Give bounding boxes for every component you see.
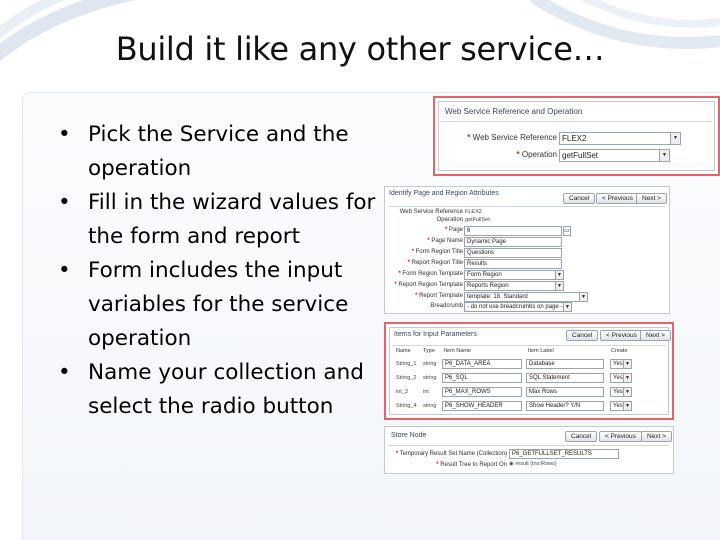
create-select[interactable]: Yes ▼ [610, 387, 632, 397]
next-button[interactable]: Next > [641, 431, 672, 442]
store-node-panel [384, 426, 674, 474]
column-header-item-label: Item Label [528, 348, 554, 354]
create-select[interactable]: Yes ▼ [610, 359, 632, 369]
report-region-title-input[interactable]: Results [464, 259, 562, 269]
input-parameters-panel-title: Items for Input Parameters [394, 331, 477, 338]
table-cell: string [423, 403, 437, 409]
previous-button[interactable]: < Previous [599, 431, 642, 442]
next-button[interactable]: Next > [636, 193, 667, 204]
next-button[interactable]: Next > [640, 330, 671, 341]
bullet-item: • Fill in the wizard values for the form and report [58, 190, 376, 249]
dropdown-icon: ▼ [555, 282, 563, 290]
table-cell: String_1 [396, 361, 417, 367]
previous-button[interactable]: < Previous [600, 330, 643, 341]
dropdown-icon: ▼ [623, 388, 631, 396]
web-service-reference-label: * Web Service Reference [467, 133, 557, 142]
reference-label: Web Service Reference [399, 209, 463, 215]
dropdown-icon: ▼ [623, 402, 631, 410]
cancel-button[interactable]: Cancel [565, 431, 597, 442]
column-header-create: Create [611, 348, 628, 354]
previous-button[interactable]: < Previous [596, 193, 639, 204]
form-region-template-label: * Form Region Template [398, 271, 463, 277]
breadcrumb-label: Breadcrumb [430, 303, 463, 309]
required-icon: * [467, 133, 471, 142]
create-select[interactable]: Yes ▼ [610, 401, 632, 411]
table-cell: string [423, 361, 437, 367]
dropdown-icon: ▼ [659, 150, 669, 161]
form-region-title-label: * Form Region Title [411, 249, 463, 255]
divider [441, 121, 712, 122]
page-input[interactable]: 6 [464, 226, 562, 236]
item-name-input[interactable]: P6_SHOW_HEADER [442, 401, 522, 411]
create-select[interactable]: Yes ▼ [610, 373, 632, 383]
divider [389, 445, 669, 446]
dropdown-icon: ▼ [555, 271, 563, 279]
breadcrumb-select[interactable]: - do not use breadcrumbs on page - ▼ [464, 302, 572, 312]
dropdown-icon: ▼ [579, 293, 587, 301]
collection-name-label: * Temporary Result Set Name (Collection) [395, 451, 507, 457]
cancel-button[interactable]: Cancel [566, 330, 598, 341]
web-service-reference-select[interactable]: FLEX2 ▼ [559, 132, 681, 145]
required-icon: * [516, 150, 520, 159]
table-cell: int_3 [396, 389, 408, 395]
operation-select[interactable]: getFullSet ▼ [559, 149, 670, 162]
dropdown-icon: ▼ [563, 303, 571, 311]
item-label-input[interactable]: Database [526, 359, 604, 369]
divider [389, 206, 665, 207]
dropdown-icon: ▼ [623, 374, 631, 382]
operation-value: getFullSet [465, 217, 490, 223]
result-tree-radio[interactable]: ◉ result (tns:Rows) [509, 461, 557, 467]
column-header-name: Name [396, 348, 411, 354]
bullet-list [58, 118, 378, 424]
bullet-item: • Name your collection and select the radio button [58, 360, 364, 419]
report-region-template-select[interactable]: Reports Region ▼ [464, 281, 564, 291]
cancel-button[interactable]: Cancel [563, 193, 595, 204]
identify-page-panel-title: Identify Page and Region Attributes [389, 190, 499, 197]
report-template-select[interactable]: template: 18. Standard ▼ [464, 292, 588, 302]
report-template-label: * Report Template [415, 293, 463, 299]
report-region-title-label: * Report Region Title [407, 260, 463, 266]
item-name-input[interactable]: P6_MAX_ROWS [442, 387, 522, 397]
table-cell: int [423, 389, 429, 395]
item-label-input[interactable]: Max Rows [526, 387, 604, 397]
table-cell: String_4 [396, 403, 417, 409]
result-tree-label: * Result Tree to Report On [436, 462, 507, 468]
radio-icon: ◉ [509, 461, 514, 467]
web-service-panel-title: Web Service Reference and Operation [445, 107, 583, 116]
reference-value: FLEX2 [465, 209, 482, 215]
operation-label: Operation [436, 217, 463, 223]
table-cell: String_2 [396, 375, 417, 381]
divider [392, 345, 666, 346]
bullet-item: • Pick the Service and the operation [58, 122, 349, 181]
operation-label: * Operation [516, 150, 557, 159]
item-label-input[interactable]: SQL Statement [526, 373, 604, 383]
item-name-input[interactable]: P6_SQL [442, 373, 522, 383]
web-service-panel [433, 96, 720, 176]
calendar-icon[interactable]: ▭ [564, 228, 570, 234]
column-header-type: Type [423, 348, 435, 354]
dropdown-icon: ▼ [623, 360, 631, 368]
identify-page-panel [384, 186, 670, 314]
page-name-label: * Page Name [427, 238, 463, 244]
bullet-item: • Form includes the input variables for the service operation [58, 258, 349, 351]
dropdown-icon: ▼ [670, 133, 680, 144]
column-header-item-name: Item Name [444, 348, 471, 354]
input-parameters-panel [384, 322, 674, 420]
page-name-input[interactable]: Dynamic Page [464, 237, 562, 247]
collection-name-input[interactable]: P6_GETFULLSET_RESULTS [509, 449, 619, 459]
item-name-input[interactable]: P6_DATA_AREA [442, 359, 522, 369]
form-region-title-input[interactable]: Questions [464, 248, 562, 258]
page-label: * Page [444, 227, 463, 233]
slide-title: Build it like any other service… [115, 30, 605, 68]
report-region-template-label: * Report Region Template [394, 282, 463, 288]
table-cell: string [423, 375, 437, 381]
store-node-panel-title: Store Node [391, 432, 427, 439]
item-label-input[interactable]: Show Header? Y/N [526, 401, 604, 411]
form-region-template-select[interactable]: Form Region ▼ [464, 270, 564, 280]
